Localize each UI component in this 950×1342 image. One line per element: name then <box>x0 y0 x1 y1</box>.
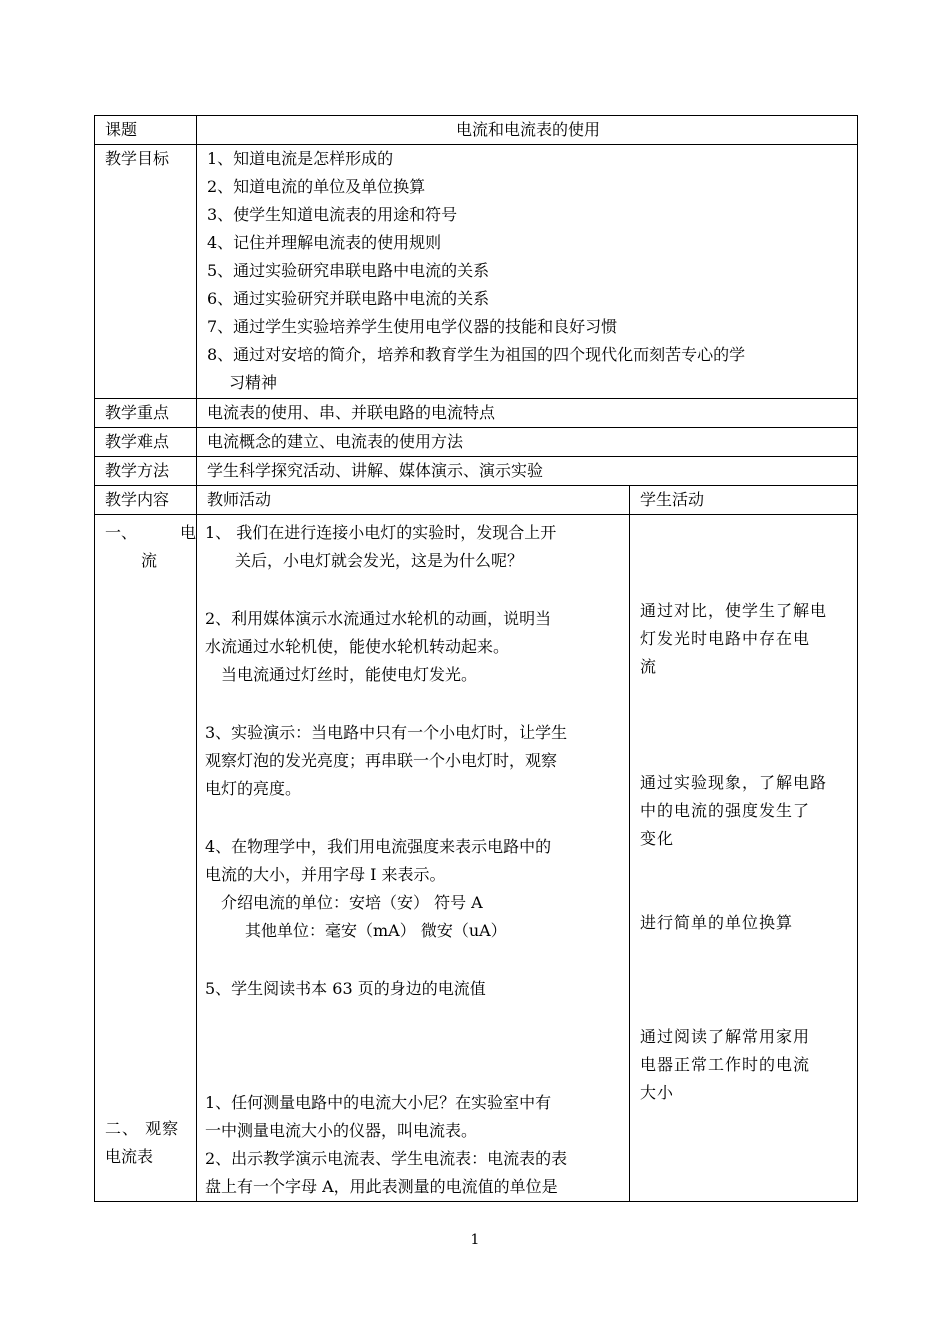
goal-item: 3、使学生知道电流表的用途和符号 <box>207 205 458 224</box>
goal-item: 7、通过学生实验培养学生使用电学仪器的技能和良好习惯 <box>207 317 618 336</box>
teacher-line: 其他单位：毫安（mA） 微安（uA） <box>245 921 507 940</box>
row-header <box>95 486 858 515</box>
goal-item: 5、通过实验研究串联电路中电流的关系 <box>207 261 490 280</box>
teacher-line: 当电流通过灯丝时，能使电灯发光。 <box>221 665 478 684</box>
goal-item: 4、记住并理解电流表的使用规则 <box>207 233 442 252</box>
teacher-line: 一中测量电流大小的仪器，叫电流表。 <box>205 1121 478 1140</box>
content-cell <box>95 515 197 1202</box>
section-one-heading <box>105 519 196 547</box>
section-one-number: 一、 <box>105 523 138 542</box>
teacher-line: 1、任何测量电路中的电流大小尼？在实验室中有 <box>205 1093 552 1112</box>
student-note-line: 进行简单的单位换算 <box>640 913 794 932</box>
student-note-line: 电器正常工作时的电流 <box>640 1055 811 1074</box>
page-number: 1 <box>470 1232 480 1248</box>
teacher-line: 电灯的亮度。 <box>205 779 302 798</box>
teacher-line: 5、学生阅读书本 63 页的身边的电流值 <box>205 979 486 998</box>
section-two-line1: 二、 观察 <box>105 1119 180 1138</box>
section-two-line2: 电流表 <box>105 1147 154 1166</box>
teacher-line: 2、出示教学演示电流表、学生电流表：电流表的表 <box>205 1149 568 1168</box>
teacher-line: 水流通过水轮机使，能使水轮机转动起来。 <box>205 637 510 656</box>
teacher-line: 1、 我们在进行连接小电灯的实验时，发现合上开 <box>205 523 557 542</box>
topic-value: 电流和电流表的使用 <box>197 116 858 145</box>
section-one-char-2: 流 <box>141 551 158 570</box>
goals-cell <box>197 145 858 399</box>
student-note-line: 中的电流的强度发生了 <box>640 801 811 820</box>
student-activities <box>630 515 858 1202</box>
section-one-char: 电 <box>179 523 196 542</box>
label-methods: 教学方法 <box>95 457 197 486</box>
teacher-line: 2、利用媒体演示水流通过水轮机的动画，说明当 <box>205 609 552 628</box>
section-two-heading <box>105 1115 179 1171</box>
difficulties-value: 电流概念的建立、电流表的使用方法 <box>197 428 858 457</box>
row-difficulties <box>95 428 858 457</box>
goal-item: 2、知道电流的单位及单位换算 <box>207 177 426 196</box>
student-note <box>640 909 851 937</box>
label-goals: 教学目标 <box>95 145 197 399</box>
teacher-line: 介绍电流的单位：安培（安） 符号 A <box>221 893 483 912</box>
student-note-line: 流 <box>640 657 658 676</box>
header-content: 教学内容 <box>95 486 197 515</box>
student-note-line: 变化 <box>640 829 675 848</box>
goal-item: 8、通过对安培的简介，培养和教育学生为祖国的四个现代化而刻苦专心的学 <box>207 345 746 364</box>
label-topic: 课题 <box>95 116 197 145</box>
label-difficulties: 教学难点 <box>95 428 197 457</box>
row-goals <box>95 145 858 399</box>
header-teacher: 教师活动 <box>197 486 630 515</box>
teacher-line: 关后，小电灯就会发光，这是为什么呢？ <box>235 551 524 570</box>
teacher-line: 3、实验演示：当电路中只有一个小电灯时，让学生 <box>205 723 568 742</box>
student-note-line: 通过实验现象，了解电路 <box>640 773 828 792</box>
goal-item: 1、知道电流是怎样形成的 <box>207 149 394 168</box>
student-note <box>640 769 851 853</box>
row-activities <box>95 515 858 1202</box>
row-topic <box>95 116 858 145</box>
teacher-activities <box>197 515 630 1202</box>
lesson-plan-table <box>94 115 858 1202</box>
teacher-line: 4、在物理学中，我们用电流强度来表示电路中的 <box>205 837 552 856</box>
key-points-value: 电流表的使用、串、并联电路的电流特点 <box>197 399 858 428</box>
teacher-line: 电流的大小，并用字母 I 来表示。 <box>205 865 446 884</box>
teacher-line: 观察灯泡的发光亮度；再串联一个小电灯时，观察 <box>205 751 558 770</box>
student-note <box>640 597 851 681</box>
goal-item: 6、通过实验研究并联电路中电流的关系 <box>207 289 490 308</box>
goal-item-continued: 习精神 <box>229 373 278 392</box>
header-student: 学生活动 <box>630 486 858 515</box>
student-note-line: 通过对比，使学生了解电 <box>640 601 828 620</box>
student-note-line: 通过阅读了解常用家用 <box>640 1027 811 1046</box>
student-note-line: 灯发光时电路中存在电 <box>640 629 811 648</box>
row-key-points <box>95 399 858 428</box>
student-note <box>640 1023 851 1107</box>
label-key-points: 教学重点 <box>95 399 197 428</box>
student-note-line: 大小 <box>640 1083 675 1102</box>
methods-value: 学生科学探究活动、讲解、媒体演示、演示实验 <box>197 457 858 486</box>
teacher-line: 盘上有一个字母 A，用此表测量的电流值的单位是 <box>205 1177 558 1196</box>
row-methods <box>95 457 858 486</box>
